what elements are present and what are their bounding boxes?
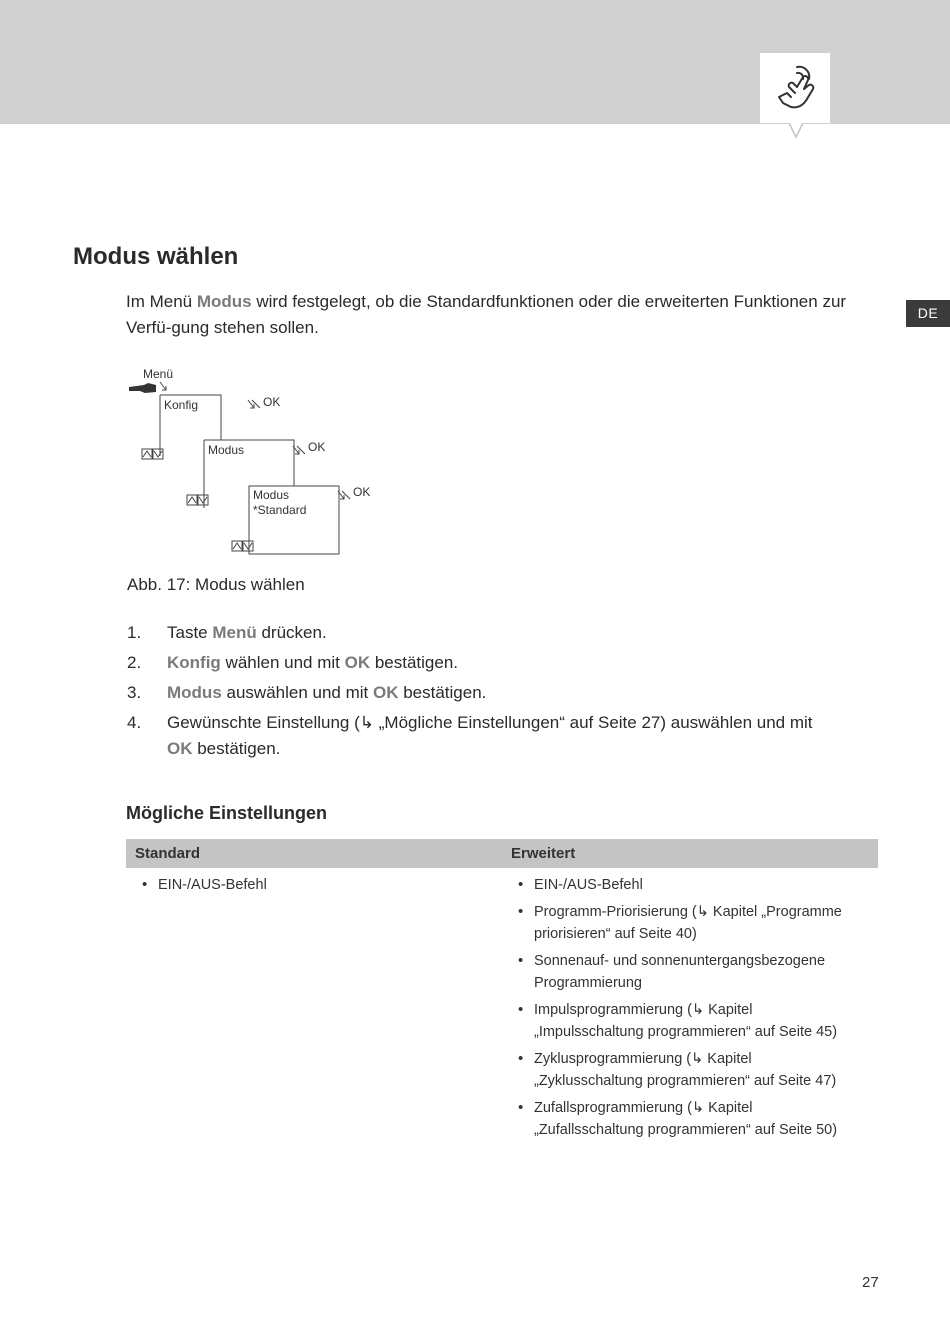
step-item: 1. Taste Menü drücken. [127,623,327,642]
list-item: • Sonnenauf- und sonnenuntergangsbezogene Programmierung [511,950,856,994]
updown-keys-3 [232,541,253,551]
diagram-menu-label: Menü [143,367,174,381]
figure-caption: Abb. 17: Modus wählen [127,575,305,594]
diagram-ok-label-1: OK [263,395,281,409]
diagram-standard-label: *Standard [253,503,307,517]
diagram-ok-label-3: OK [353,485,371,499]
step-item: 2. Konfig wählen und mit OK bestätigen. [127,653,459,672]
settings-table [126,839,878,1138]
step-item: 4. Gewünschte Einstellung (↳ „Mögliche Einstellungen“ auf Seite 27) auswählen und mit OK bestätigen. [127,713,813,758]
list-item: • EIN-/AUS-Befehl [511,874,856,896]
instruction-steps [127,620,827,766]
ok-arrow-3 [338,491,350,499]
extended-list [511,874,856,1146]
diagram-konfig-label: Konfig [164,398,199,412]
list-item: • EIN-/AUS-Befehl [135,874,465,896]
pointing-hand-icon [128,381,158,395]
menu-diagram [126,362,396,562]
table-header [126,839,878,868]
column-header-extended: Erweitert [511,845,576,862]
settings-heading: Mögliche Einstellungen [126,803,328,823]
standard-list [135,874,465,901]
chapter-tab [760,53,830,123]
reference-arrow-icon: ↳ [359,713,375,732]
step-item: 3. Modus auswählen und mit OK bestätigen. [127,683,487,702]
page-title: Modus wählen [73,243,239,270]
diagram-modus-label-2: Modus [253,488,290,502]
diagram-ok-label-2: OK [308,440,326,454]
ok-arrow-2 [293,446,305,454]
ok-arrow-1 [248,400,260,408]
language-tab: DE [906,300,950,327]
touch-hand-icon [773,63,817,113]
list-item: • Zyklusprogrammierung (↳ Kapitel „Zyklusschaltung programmieren“ auf Seite 47) [511,1048,856,1092]
page-number: 27 [862,1274,879,1291]
list-item: • Impulsprogrammierung (↳ Kapitel „Impulsschaltung programmieren“ auf Seite 45) [511,999,856,1043]
updown-keys-2 [187,495,208,505]
intro-text: Im Menü Modus wird festgelegt, ob die Standardfunktionen oder die erweiterten Funktionen zur Verfü-gung stehen sollen. [126,292,847,337]
diagram-modus-label: Modus [208,443,245,457]
list-item: • Programm-Priorisierung (↳ Kapitel „Programme priorisieren“ auf Seite 40) [511,901,856,945]
list-item: • Zufallsprogrammierung (↳ Kapitel „Zufallsschaltung programmieren“ auf Seite 50) [511,1097,856,1141]
column-header-standard: Standard [135,845,201,862]
key-modus: Modus [196,292,252,311]
tab-pointer-inner [789,121,803,135]
